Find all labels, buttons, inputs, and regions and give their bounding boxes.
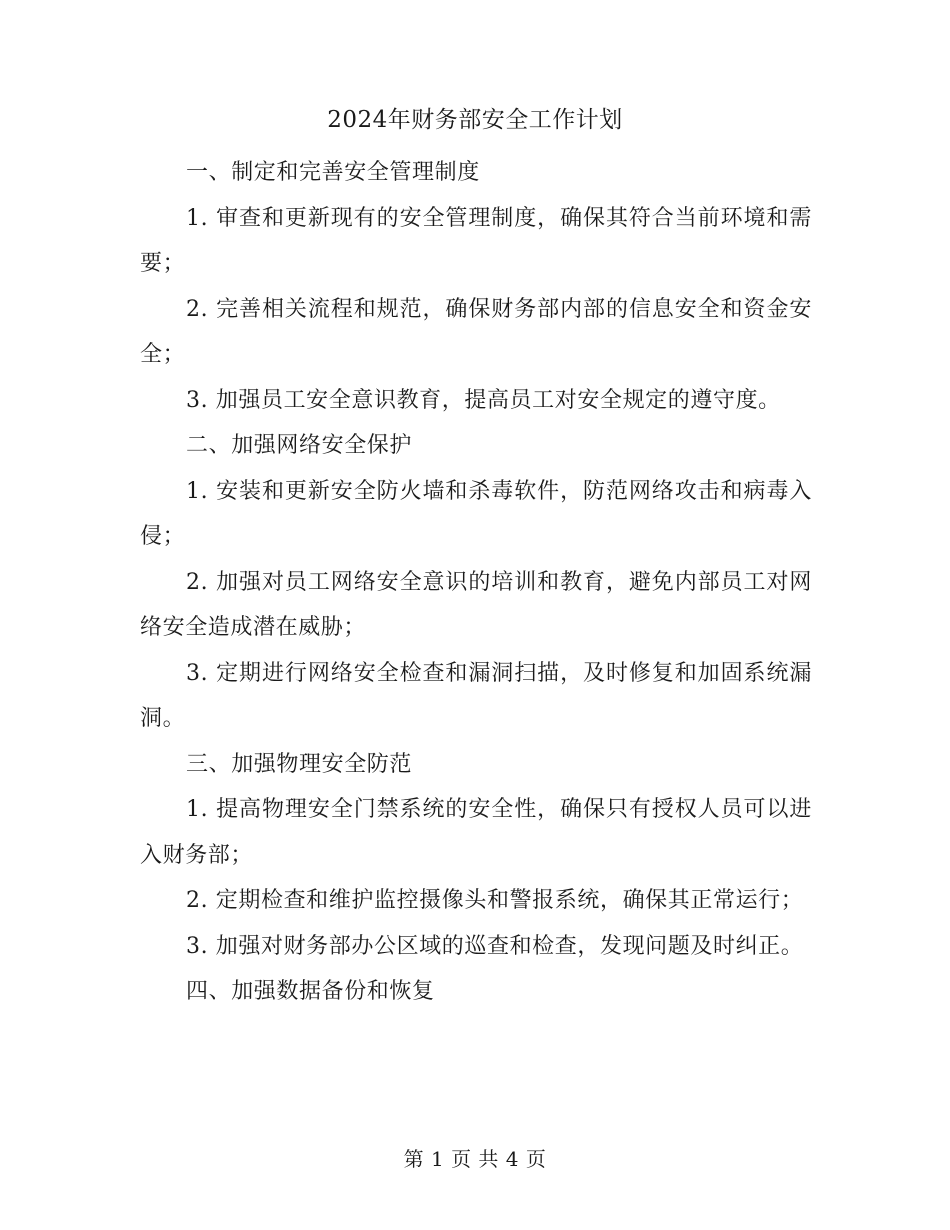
section-heading: 四、加强数据备份和恢复 (186, 979, 435, 1004)
list-item: 3. 定期进行网络安全检查和漏洞扫描，及时修复和加固系统漏洞。 (140, 660, 812, 731)
list-item: 2. 加强对员工网络安全意识的培训和教育，避免内部员工对网络安全造成潜在威胁； (140, 569, 812, 640)
list-item: 3. 加强对财务部办公区域的巡查和检查，发现问题及时纠正。 (186, 933, 804, 959)
list-item: 1. 安装和更新安全防火墙和杀毒软件，防范网络攻击和病毒入侵； (140, 478, 812, 549)
section-heading: 二、加强网络安全保护 (186, 433, 413, 458)
list-item: 1. 提高物理安全门禁系统的安全性，确保只有授权人员可以进入财务部； (140, 797, 812, 868)
page-number-footer: 第 1 页 共 4 页 (403, 1147, 547, 1171)
document-body (140, 150, 812, 1015)
list-item: 2. 定期检查和维护监控摄像头和警报系统，确保其正常运行； (186, 888, 804, 913)
section-heading: 一、制定和完善安全管理制度 (186, 160, 480, 185)
list-item: 1. 审查和更新现有的安全管理制度，确保其符合当前环境和需要； (140, 205, 812, 276)
section-heading: 三、加强物理安全防范 (186, 751, 413, 777)
list-item: 2. 完善相关流程和规范，确保财务部内部的信息安全和资金安全； (140, 296, 812, 367)
list-item: 3. 加强员工安全意识教育，提高员工对安全规定的遵守度。 (186, 387, 781, 413)
document-title: 2024年财务部安全工作计划 (327, 107, 623, 133)
